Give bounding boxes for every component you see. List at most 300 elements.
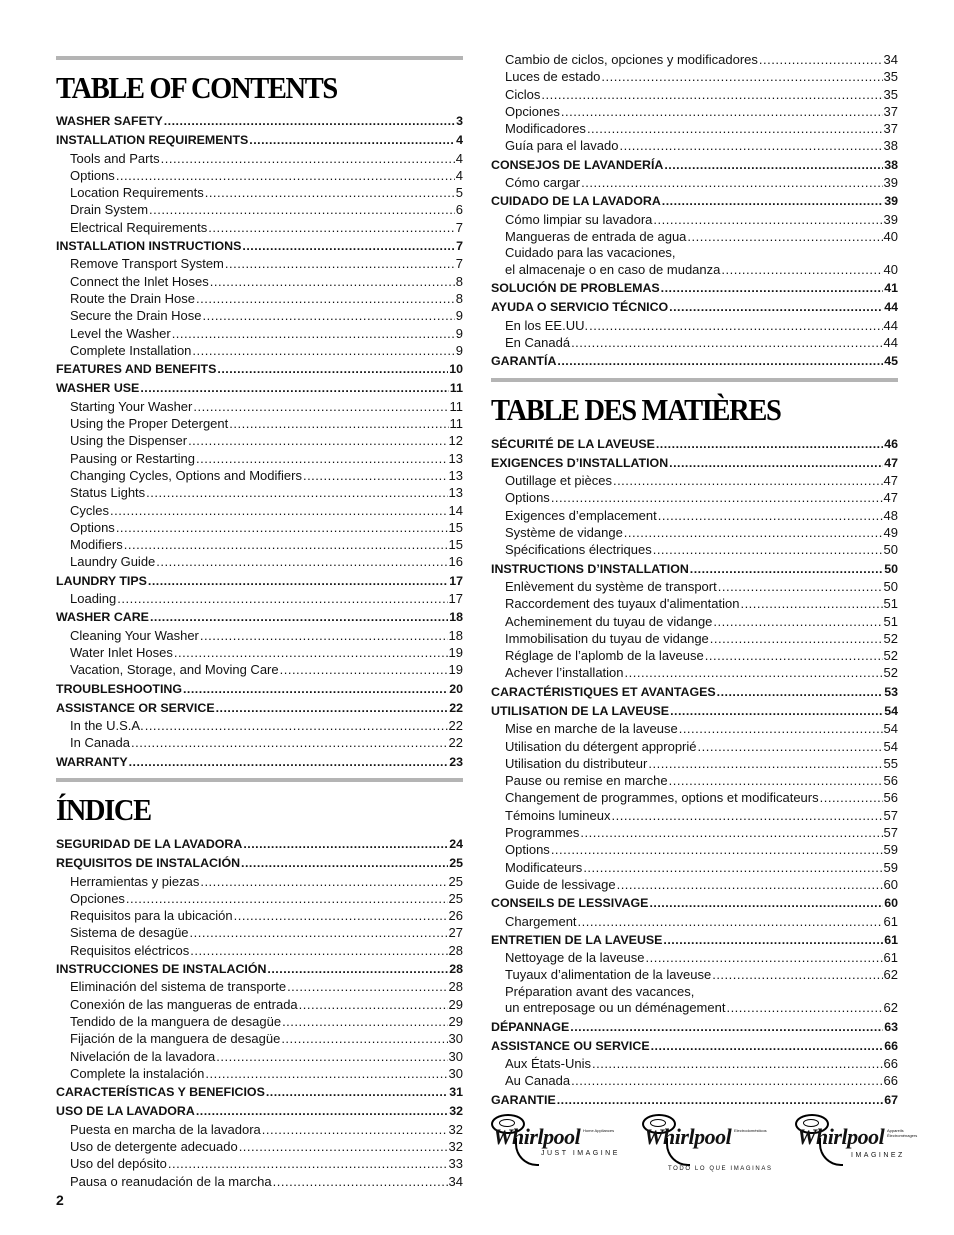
toc-section-entry <box>56 700 463 717</box>
toc-dot-leader <box>249 132 455 149</box>
toc-dot-leader <box>613 472 883 489</box>
toc-entry-page: 67 <box>884 1092 898 1107</box>
toc-dot-leader <box>625 664 883 681</box>
toc-entry-label: Immobilisation du tuyau de vidange <box>505 630 709 646</box>
toc-entry-page: 52 <box>883 648 898 664</box>
toc-subsection-entry <box>56 1065 463 1082</box>
toc-section-entry <box>491 455 898 472</box>
toc-entry-label: Chargement <box>505 913 577 929</box>
toc-dot-leader <box>653 211 882 228</box>
toc-entry-page: 19 <box>448 644 463 660</box>
toc-english-list <box>56 113 463 771</box>
toc-entry-label: Cambio de ciclos, opciones y modificadores <box>505 52 758 67</box>
toc-subsection-entry <box>56 219 463 236</box>
toc-entry-label: Requisitos para la ubicación <box>70 908 233 924</box>
toc-subsection-entry <box>56 167 463 184</box>
toc-entry-label: el almacenaje o en caso de mudanza <box>505 261 721 277</box>
toc-dot-leader <box>721 261 882 278</box>
toc-section-entry <box>491 1092 898 1109</box>
toc-entry-page: 39 <box>884 194 898 209</box>
toc-entry-page: 41 <box>884 281 898 296</box>
toc-dot-leader <box>150 609 448 626</box>
toc-section-entry <box>491 193 898 210</box>
toc-entry-page: 19 <box>448 662 463 678</box>
toc-entry-page: 49 <box>883 525 898 541</box>
toc-entry-page: 32 <box>448 1121 463 1137</box>
toc-subsection-entry <box>491 755 898 772</box>
toc-dot-leader <box>653 541 883 558</box>
toc-subsection-entry <box>491 261 898 278</box>
toc-entry-page: 61 <box>883 913 898 929</box>
toc-entry-page: 9 <box>455 325 463 341</box>
toc-dot-leader <box>669 455 883 472</box>
toc-dot-leader <box>557 1092 883 1109</box>
toc-entry-label: Laundry Guide <box>70 554 156 570</box>
toc-entry-page: 39 <box>883 211 898 227</box>
toc-entry-label: Exigences d’emplacement <box>505 507 657 523</box>
toc-subsection-entry <box>56 307 463 324</box>
toc-subsection-entry <box>56 519 463 536</box>
toc-entry-prefix: Cuidado para las vacaciones, <box>505 245 676 261</box>
toc-entry-label: Luces de estado <box>505 69 601 85</box>
toc-entry-page: 66 <box>883 1073 898 1089</box>
toc-entry-label: EXIGENCES D’INSTALLATION <box>491 455 669 470</box>
toc-subsection-entry <box>56 627 463 644</box>
toc-entry-page: 35 <box>883 86 898 102</box>
toc-subsection-entry <box>56 255 463 272</box>
toc-entry-label: Pausing or Restarting <box>70 450 196 466</box>
toc-entry-label: Herramientas y piezas <box>70 873 200 889</box>
toc-dot-leader <box>670 703 883 720</box>
toc-entry-page: 30 <box>448 1048 463 1064</box>
toc-entry-page: 35 <box>883 69 898 85</box>
toc-entry-label: En Canadá <box>505 334 571 350</box>
toc-entry-page: 18 <box>449 610 463 625</box>
toc-dot-leader <box>116 519 448 536</box>
toc-subsection-entry <box>56 398 463 415</box>
toc-entry-label: Uso del depósito <box>70 1156 167 1172</box>
toc-dot-leader <box>129 754 449 771</box>
toc-entry-page: 50 <box>884 561 898 576</box>
toc-entry-label: Fijación de la manguera de desagüe <box>70 1031 281 1047</box>
toc-subsection-entry <box>491 966 898 983</box>
toc-entry-page: 6 <box>455 202 463 218</box>
toc-entry-page: 29 <box>448 996 463 1012</box>
toc-dot-leader <box>196 450 448 467</box>
toc-dot-leader <box>551 489 883 506</box>
toc-entry-page: 17 <box>448 591 463 607</box>
toc-entry-label: CUIDADO DE LA LAVADORA <box>491 194 661 209</box>
toc-entry-page: 26 <box>448 908 463 924</box>
toc-entry-page: 4 <box>455 167 463 183</box>
toc-entry-label: Drain System <box>70 202 149 218</box>
toc-subsection-entry <box>491 334 898 351</box>
toc-subsection-entry <box>56 590 463 607</box>
toc-subsection-entry <box>56 1030 463 1047</box>
toc-dot-leader <box>619 137 882 154</box>
toc-subsection-entry <box>56 717 463 734</box>
toc-entry-page: 25 <box>448 873 463 889</box>
toc-section-entry <box>56 573 463 590</box>
toc-entry-label: Nettoyage de la laveuse <box>505 950 645 966</box>
toc-subsection-entry <box>491 51 898 68</box>
toc-subsection-entry <box>491 876 898 893</box>
logo-small-text: Home Appliances <box>583 1128 615 1133</box>
toc-dot-leader <box>148 573 448 590</box>
toc-entry-page: 7 <box>455 256 463 272</box>
toc-subsection-entry <box>56 553 463 570</box>
toc-section-entry <box>56 238 463 255</box>
toc-entry-label: Acheminement du tuyau de vidange <box>505 613 713 629</box>
toc-subsection-entry <box>56 325 463 342</box>
toc-entry-label: Complete la instalación <box>70 1065 205 1081</box>
toc-entry-label: ASSISTANCE OR SERVICE <box>56 700 215 715</box>
toc-entry-label: Raccordement des tuyaux d'alimentation <box>505 596 740 612</box>
toc-entry-label: Using the Dispenser <box>70 433 188 449</box>
toc-entry-page: 45 <box>884 354 898 369</box>
toc-dot-leader <box>225 255 455 272</box>
logo-tagline: IMAGINEZ <box>851 1152 905 1159</box>
toc-entry-page: 60 <box>884 896 898 911</box>
toc-section-entry <box>56 361 463 378</box>
toc-dot-leader <box>658 507 883 524</box>
toc-dot-leader <box>229 415 448 432</box>
toc-spanish-list-continued <box>491 51 898 371</box>
toc-dot-leader <box>712 966 882 983</box>
toc-entry-label: Modificadores <box>505 121 586 137</box>
toc-entry-page: 66 <box>883 1056 898 1072</box>
toc-dot-leader <box>280 661 448 678</box>
toc-entry-label: REQUISITOS DE INSTALACIÓN <box>56 856 241 871</box>
toc-entry-page: 40 <box>883 228 898 244</box>
toc-entry-label: Location Requirements <box>70 185 204 201</box>
toc-dot-leader <box>557 353 883 370</box>
toc-entry-page: 32 <box>448 1139 463 1155</box>
toc-entry-page: 13 <box>448 467 463 483</box>
toc-entry-page: 4 <box>455 150 463 166</box>
toc-entry-label: Status Lights <box>70 485 146 501</box>
toc-entry-label: Modifiers <box>70 537 123 553</box>
toc-dot-leader <box>726 999 882 1016</box>
toc-entry-page: 22 <box>449 700 463 715</box>
toc-entry-page: 44 <box>883 317 898 333</box>
toc-section-entry <box>56 1084 463 1101</box>
toc-subsection-entry <box>491 859 898 876</box>
toc-entry-page: 11 <box>449 381 463 396</box>
toc-subsection-entry <box>491 1072 898 1089</box>
toc-dot-leader <box>116 167 455 184</box>
toc-entry-page: 16 <box>448 554 463 570</box>
toc-dot-leader <box>239 1138 448 1155</box>
toc-dot-leader <box>217 361 448 378</box>
toc-entry-page: 29 <box>448 1013 463 1029</box>
toc-dot-leader <box>662 193 883 210</box>
toc-dot-leader <box>196 290 455 307</box>
toc-entry-label: Electrical Requirements <box>70 219 208 235</box>
toc-entry-label: Connect the Inlet Hoses <box>70 273 209 289</box>
toc-entry-label: Mangueras de entrada de agua <box>505 228 687 244</box>
toc-entry-label: un entreposage ou un déménagement <box>505 1000 726 1016</box>
toc-entry-page: 55 <box>883 755 898 771</box>
toc-dot-leader <box>740 595 882 612</box>
whirlpool-logo-spanish <box>642 1114 772 1180</box>
toc-entry-label: INSTRUCCIONES DE INSTALACIÓN <box>56 962 267 977</box>
toc-entry-page: 25 <box>448 890 463 906</box>
toc-subsection-entry <box>491 120 898 137</box>
toc-entry-label: Water Inlet Hoses <box>70 644 173 660</box>
toc-entry-label: Sistema de desagüe <box>70 925 189 941</box>
toc-entry-page: 8 <box>455 273 463 289</box>
toc-entry-page: 40 <box>883 261 898 277</box>
toc-entry-page: 50 <box>883 578 898 594</box>
toc-entry-label: Conexión de las mangueras de entrada <box>70 996 298 1012</box>
toc-subsection-entry <box>56 661 463 678</box>
toc-dot-leader <box>262 1121 448 1138</box>
toc-entry-label: Utilisation du détergent approprié <box>505 738 697 754</box>
whirlpool-logo-english <box>491 1114 621 1180</box>
toc-entry-page: 57 <box>883 825 898 841</box>
toc-entry-label: FEATURES AND BENEFITS <box>56 362 217 377</box>
toc-entry-page: 11 <box>449 398 463 414</box>
toc-dot-leader <box>617 876 883 893</box>
toc-dot-leader <box>241 855 448 872</box>
toc-section-entry <box>491 561 898 578</box>
toc-dot-leader <box>669 299 883 316</box>
toc-subsection-entry <box>56 342 463 359</box>
toc-entry-label: Changement de programmes, options et modificateurs <box>505 790 819 806</box>
toc-dot-leader <box>203 307 455 324</box>
toc-dot-leader <box>718 578 883 595</box>
toc-entry-label: Level the Washer <box>70 325 171 341</box>
toc-entry-label: En los EE.UU. <box>505 317 589 333</box>
toc-entry-page: 48 <box>883 507 898 523</box>
toc-dot-leader <box>200 873 447 890</box>
toc-spanish-title: ÍNDICE <box>56 791 151 827</box>
toc-entry-page: 32 <box>449 1104 463 1119</box>
toc-subsection-entry <box>56 942 463 959</box>
toc-entry-page: 30 <box>448 1031 463 1047</box>
toc-dot-leader <box>656 436 883 453</box>
toc-entry-page: 56 <box>883 773 898 789</box>
toc-entry-label: Secure the Drain Hose <box>70 308 202 324</box>
toc-dot-leader <box>705 647 883 664</box>
toc-subsection-entry <box>491 999 898 1016</box>
toc-dot-leader <box>145 717 448 734</box>
toc-subsection-entry <box>56 1138 463 1155</box>
toc-dot-leader <box>205 184 455 201</box>
toc-dot-leader <box>164 113 455 130</box>
toc-subsection-entry <box>56 150 463 167</box>
toc-dot-leader <box>216 700 449 717</box>
toc-subsection-entry <box>56 978 463 995</box>
toc-dot-leader <box>205 1065 447 1082</box>
toc-entry-label: Cómo limpiar su lavadora <box>505 211 653 227</box>
toc-entry-label: GARANTÍA <box>491 354 557 369</box>
toc-entry-label: Eliminación del sistema de transporte <box>70 979 287 995</box>
toc-dot-leader <box>587 120 883 137</box>
toc-entry-label: In Canada <box>70 735 130 751</box>
toc-entry-label: Réglage de l’aplomb de la laveuse <box>505 648 704 664</box>
toc-dot-leader <box>698 738 883 755</box>
toc-entry-label: INSTRUCTIONS D’INSTALLATION <box>491 561 689 576</box>
toc-dot-leader <box>282 1013 447 1030</box>
toc-entry-label: Options <box>505 842 550 858</box>
toc-subsection-entry <box>56 1121 463 1138</box>
toc-entry-page: 11 <box>449 416 463 432</box>
toc-section-entry <box>491 280 898 297</box>
toc-dot-leader <box>571 334 882 351</box>
toc-entry-page: 22 <box>448 735 463 751</box>
toc-section-entry <box>56 855 463 872</box>
toc-entry-label: Opciones <box>505 103 560 119</box>
logo-arc <box>819 1138 843 1166</box>
toc-subsection-entry <box>491 772 898 789</box>
logo-arc <box>515 1138 539 1166</box>
toc-section-entry <box>491 1019 898 1036</box>
toc-entry-page: 44 <box>883 334 898 350</box>
toc-entry-page: 54 <box>883 721 898 737</box>
toc-entry-label: Starting Your Washer <box>70 398 193 414</box>
toc-subsection-entry <box>491 578 898 595</box>
toc-dot-leader <box>243 836 448 853</box>
toc-subsection-entry <box>491 664 898 681</box>
toc-subsection-entry <box>491 507 898 524</box>
toc-subsection-entry <box>56 907 463 924</box>
toc-entry-page: 51 <box>883 596 898 612</box>
toc-spanish-list <box>56 836 463 1190</box>
toc-dot-leader <box>281 1030 447 1047</box>
toc-subsection-entry <box>491 211 898 228</box>
toc-entry-label: SOLUCIÓN DE PROBLEMAS <box>491 281 660 296</box>
toc-subsection-entry <box>491 86 898 103</box>
toc-entry-page: 66 <box>884 1038 898 1053</box>
toc-subsection-entry <box>56 734 463 751</box>
toc-entry-label: INSTALLATION REQUIREMENTS <box>56 133 249 148</box>
toc-subsection-entry <box>56 644 463 661</box>
toc-dot-leader <box>156 553 447 570</box>
toc-dot-leader <box>649 895 883 912</box>
toc-subsection-entry <box>491 1055 898 1072</box>
toc-dot-leader <box>710 630 883 647</box>
toc-dot-leader <box>174 644 448 661</box>
section-rule <box>56 56 463 60</box>
toc-subsection-entry <box>491 317 898 334</box>
toc-dot-leader <box>571 1072 882 1089</box>
toc-subsection-entry <box>491 949 898 966</box>
toc-entry-page: 54 <box>883 738 898 754</box>
logo-tagline: TODO LO QUE IMAGINAS <box>668 1166 773 1172</box>
toc-entry-label: Mise en marche de la laveuse <box>505 721 678 737</box>
toc-dot-leader <box>570 1019 883 1036</box>
toc-section-entry <box>56 132 463 149</box>
toc-entry-label: Achever l’installation <box>505 665 624 681</box>
toc-subsection-entry <box>491 524 898 541</box>
toc-entry-page: 13 <box>448 450 463 466</box>
toc-dot-leader <box>583 859 882 876</box>
toc-entry-page: 38 <box>883 138 898 154</box>
toc-entry-page: 47 <box>884 455 898 470</box>
toc-entry-page: 9 <box>455 308 463 324</box>
toc-dot-leader <box>146 484 447 501</box>
toc-entry-page: 25 <box>449 856 463 871</box>
toc-entry-page: 4 <box>456 133 463 148</box>
toc-dot-leader <box>589 317 882 334</box>
toc-entry-page: 50 <box>883 542 898 558</box>
logo-brand: Whirlpool <box>644 1124 732 1149</box>
toc-entry-label: Ciclos <box>505 86 541 102</box>
toc-subsection-entry <box>56 467 463 484</box>
toc-entry-page: 62 <box>883 967 898 983</box>
toc-dot-leader <box>242 238 455 255</box>
toc-dot-leader <box>149 201 455 218</box>
toc-section-entry <box>491 353 898 370</box>
page-number: 2 <box>56 1192 64 1208</box>
logo-brand: Whirlpool <box>493 1124 581 1149</box>
toc-entry-page: 9 <box>455 342 463 358</box>
toc-entry-label: Pause ou remise en marche <box>505 773 668 789</box>
toc-entry-page: 24 <box>449 836 463 851</box>
toc-dot-leader <box>561 103 883 120</box>
toc-subsection-entry <box>491 630 898 647</box>
toc-subsection-entry <box>491 68 898 85</box>
toc-section-entry <box>491 703 898 720</box>
toc-subsection-entry <box>56 1048 463 1065</box>
toc-entry-page: 8 <box>455 290 463 306</box>
toc-dot-leader <box>210 273 455 290</box>
toc-section-entry <box>56 754 463 771</box>
toc-entry-label: Aux États-Unis <box>505 1056 591 1072</box>
toc-dot-leader <box>192 342 454 359</box>
toc-entry-label: LAUNDRY TIPS <box>56 573 147 588</box>
toc-entry-label: Changing Cycles, Options and Modifiers <box>70 467 302 483</box>
toc-dot-leader <box>208 219 454 236</box>
toc-entry-page: 17 <box>449 573 463 588</box>
toc-entry-page: 33 <box>448 1156 463 1172</box>
toc-dot-leader <box>759 51 883 68</box>
toc-dot-leader <box>267 961 448 978</box>
toc-entry-page: 52 <box>883 665 898 681</box>
toc-entry-page: 14 <box>448 502 463 518</box>
toc-subsection-entry <box>56 996 463 1013</box>
toc-section-entry <box>491 932 898 949</box>
section-rule <box>491 378 898 382</box>
toc-dot-leader <box>188 432 447 449</box>
toc-entry-label: Complete Installation <box>70 342 192 358</box>
toc-dot-leader <box>168 1155 448 1172</box>
toc-dot-leader <box>581 174 882 191</box>
whirlpool-logo-french <box>795 1114 925 1180</box>
toc-entry-label: WASHER SAFETY <box>56 114 163 128</box>
toc-entry-label: SÉCURITÉ DE LA LAVEUSE <box>491 436 655 451</box>
toc-subsection-entry <box>56 290 463 307</box>
toc-entry-page: 27 <box>448 925 463 941</box>
toc-entry-page: 31 <box>449 1085 463 1100</box>
toc-entry-label: Tendido de la manguera de desagüe <box>70 1013 282 1029</box>
toc-subsection-entry <box>491 228 898 245</box>
toc-entry-label: Opciones <box>70 890 125 906</box>
logo-small-text: Appareils Électroménagers <box>887 1128 918 1138</box>
toc-french-list <box>491 436 898 1109</box>
toc-subsection-entry <box>491 841 898 858</box>
toc-subsection-entry <box>491 103 898 120</box>
toc-section-entry <box>56 380 463 397</box>
toc-entry-label: Puesta en marcha de la lavadora <box>70 1121 261 1137</box>
toc-entry-page: 34 <box>883 52 898 67</box>
toc-dot-leader <box>664 157 883 174</box>
toc-entry-page: 53 <box>884 684 898 699</box>
toc-subsection-entry <box>56 184 463 201</box>
toc-entry-page: 61 <box>883 950 898 966</box>
